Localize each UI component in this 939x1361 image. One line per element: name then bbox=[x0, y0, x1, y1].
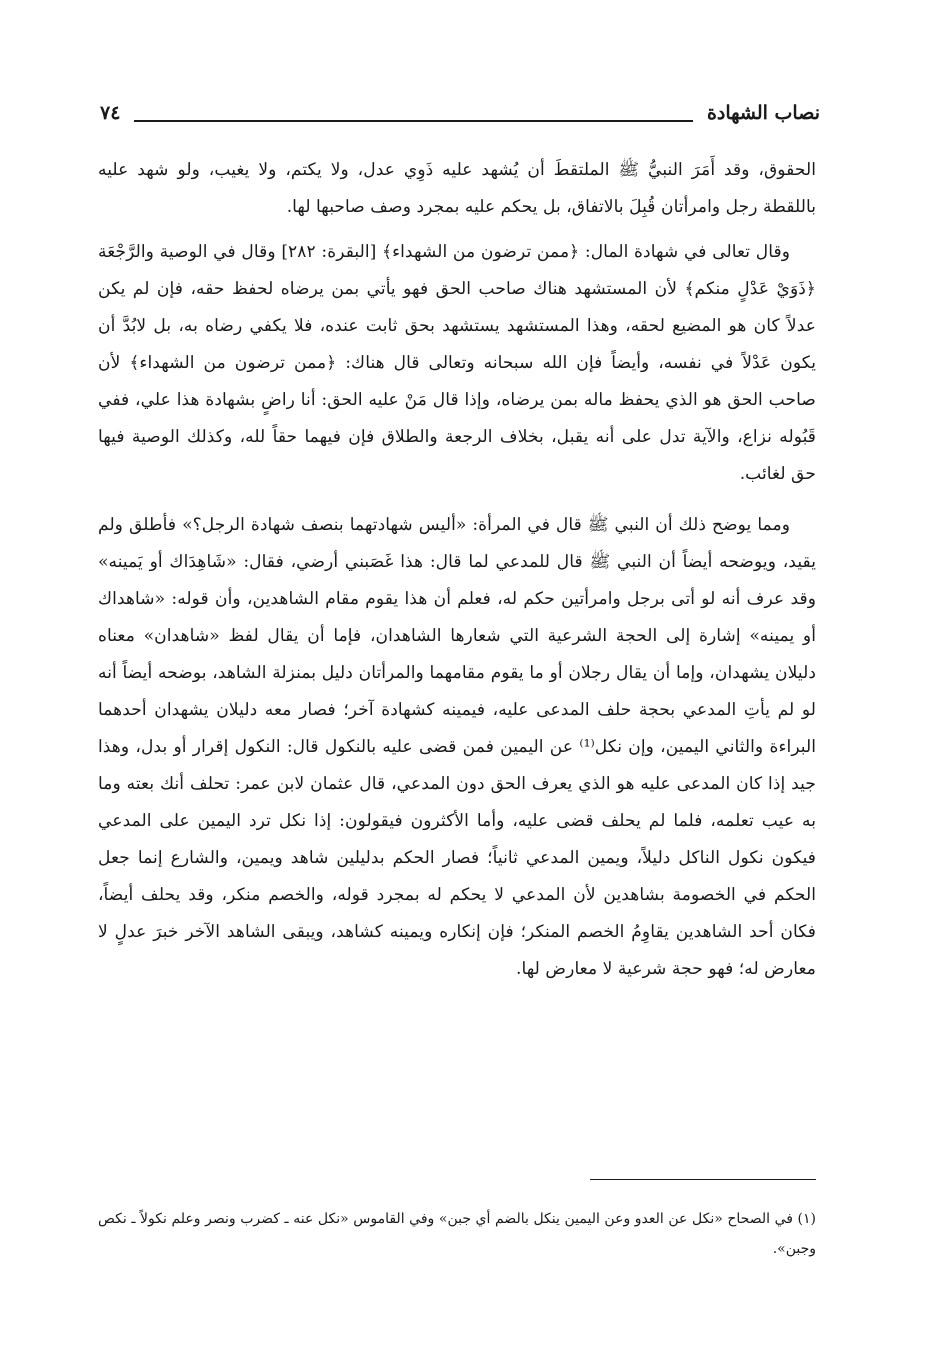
footnote: (١) في الصحاح «نكل عن العدو وعن اليمين ينكل بالضم أي جبن» وفي القاموس «نكل عنه ـ كضرب ونصر وعلم نكولاً ـ نكص وجبن». bbox=[98, 1211, 816, 1257]
page-number: ٧٤ bbox=[100, 102, 121, 124]
running-header bbox=[100, 96, 820, 126]
paragraph: ومما يوضح ذلك أن النبي ﷺ قال في المرأة: «أليس شهادتهما بنصف شهادة الرجل؟» فأطلق ولم يقيد، ويوضحه أيضاً أن النبي ﷺ قال للمدعي لما قال: هذا غَصَبني أرضي، فقال: «شَاهِدَاك أو يَمينه» وقد عرف أنه لو أتى برجل وامرأتين حكم له، فعلم أن هذا يقوم مقام الشاهدين، وأن قوله: «شاهداك أو يمينه» إشارة إلى الحجة الشرعية التي شعارها الشاهدان، فإما أن يقال لفظ «شاهدان» معناه دليلان يشهدان، وإما أن يقال رجلان أو ما يقوم مقامهما والمرأتان دليل بمنزلة الشاهد، بوضحه أيضاً أنه لو لم يأتِ المدعي بحجة حلف المدعى عليه، فيمينه كشهادة آخر؛ فصار معه دليلان يشهدان أحدهما البراءة والثاني اليمين، وإن نكل⁽¹⁾ عن اليمين فمن قضى عليه بالنكول قال: النكول إقرار أو بدل، وهذا جيد إذا كان المدعى عليه هو الذي يعرف الحق دون المدعي، قال عثمان لابن عمر: تحلف أنك بعته وما به عيب تعلمه، فلما لم يحلف قضى عليه، وأما الأكثرون فيقولون: إذا نكل ترد اليمين على المدعي فيكون نكول الناكل دليلاً، ويمين المدعي ثانياً؛ فصار الحكم بدليلين شاهد ويمين، والشارع إنما جعل الحكم في الخصومة بشاهدين لأن المدعي لا يحكم له بمجرد قوله، والخصم منكر، وقد يحلف أيضاً، فكان أحد الشاهدين يقاوِمُ الخصم المنكر؛ فإن إنكاره ويمينه كشاهد، ويبقى الشاهد الآخر خبرَ عدلٍ لا معارض له؛ فهو حجة شرعية لا معارض لها. bbox=[98, 515, 816, 979]
footnote-rule bbox=[590, 1179, 816, 1180]
paragraph: الحقوق، وقد أَمَرَ النبيُّ ﷺ الملتقطَ أن يُشهد عليه ذَوِي عدل، ولا يكتم، ولا يغيب، ولو شهد عليه باللقطة رجل وامرأتان قُبِلَ بالاتفاق، بل يحكم عليه بمجرد وصف صاحبها لها. bbox=[98, 160, 816, 217]
footnotes bbox=[98, 1204, 816, 1264]
header-rule bbox=[134, 120, 693, 122]
paragraph: وقال تعالى في شهادة المال: ﴿ممن ترضون من الشهداء﴾ [البقرة: ٢٨٢] وقال في الوصية والرَّجْعَة ﴿ذَوَيْ عَدْلٍ منكم﴾ لأن المستشهد هناك صاحب الحق فهو يأتي بمن يرضاه لحفظ حقه، فإن لم يكن عدلاً كان هو المضيع لحقه، وهذا المستشهد يستشهد بحق ثابت عنده، فلا يكفي رضاه به، بل لابُدَّ أن يكون عَدْلاً في نفسه، وأيضاً فإن الله سبحانه وتعالى قال هناك: ﴿ممن ترضون من الشهداء﴾ لأن صاحب الحق هو الذي يحفظ ماله بمن يرضاه، وإذا قال مَنْ عليه الحق: أنا راضٍ بشهادة هذا علي، ففي قَبُوله نزاع، والآية تدل على أنه يقبل، بخلاف الرجعة والطلاق فإن فيهما حقاً لله، وكذلك الوصية فيها حق لغائب. bbox=[98, 242, 816, 484]
running-title: نصاب الشهادة bbox=[706, 102, 820, 124]
main-text bbox=[98, 152, 816, 988]
